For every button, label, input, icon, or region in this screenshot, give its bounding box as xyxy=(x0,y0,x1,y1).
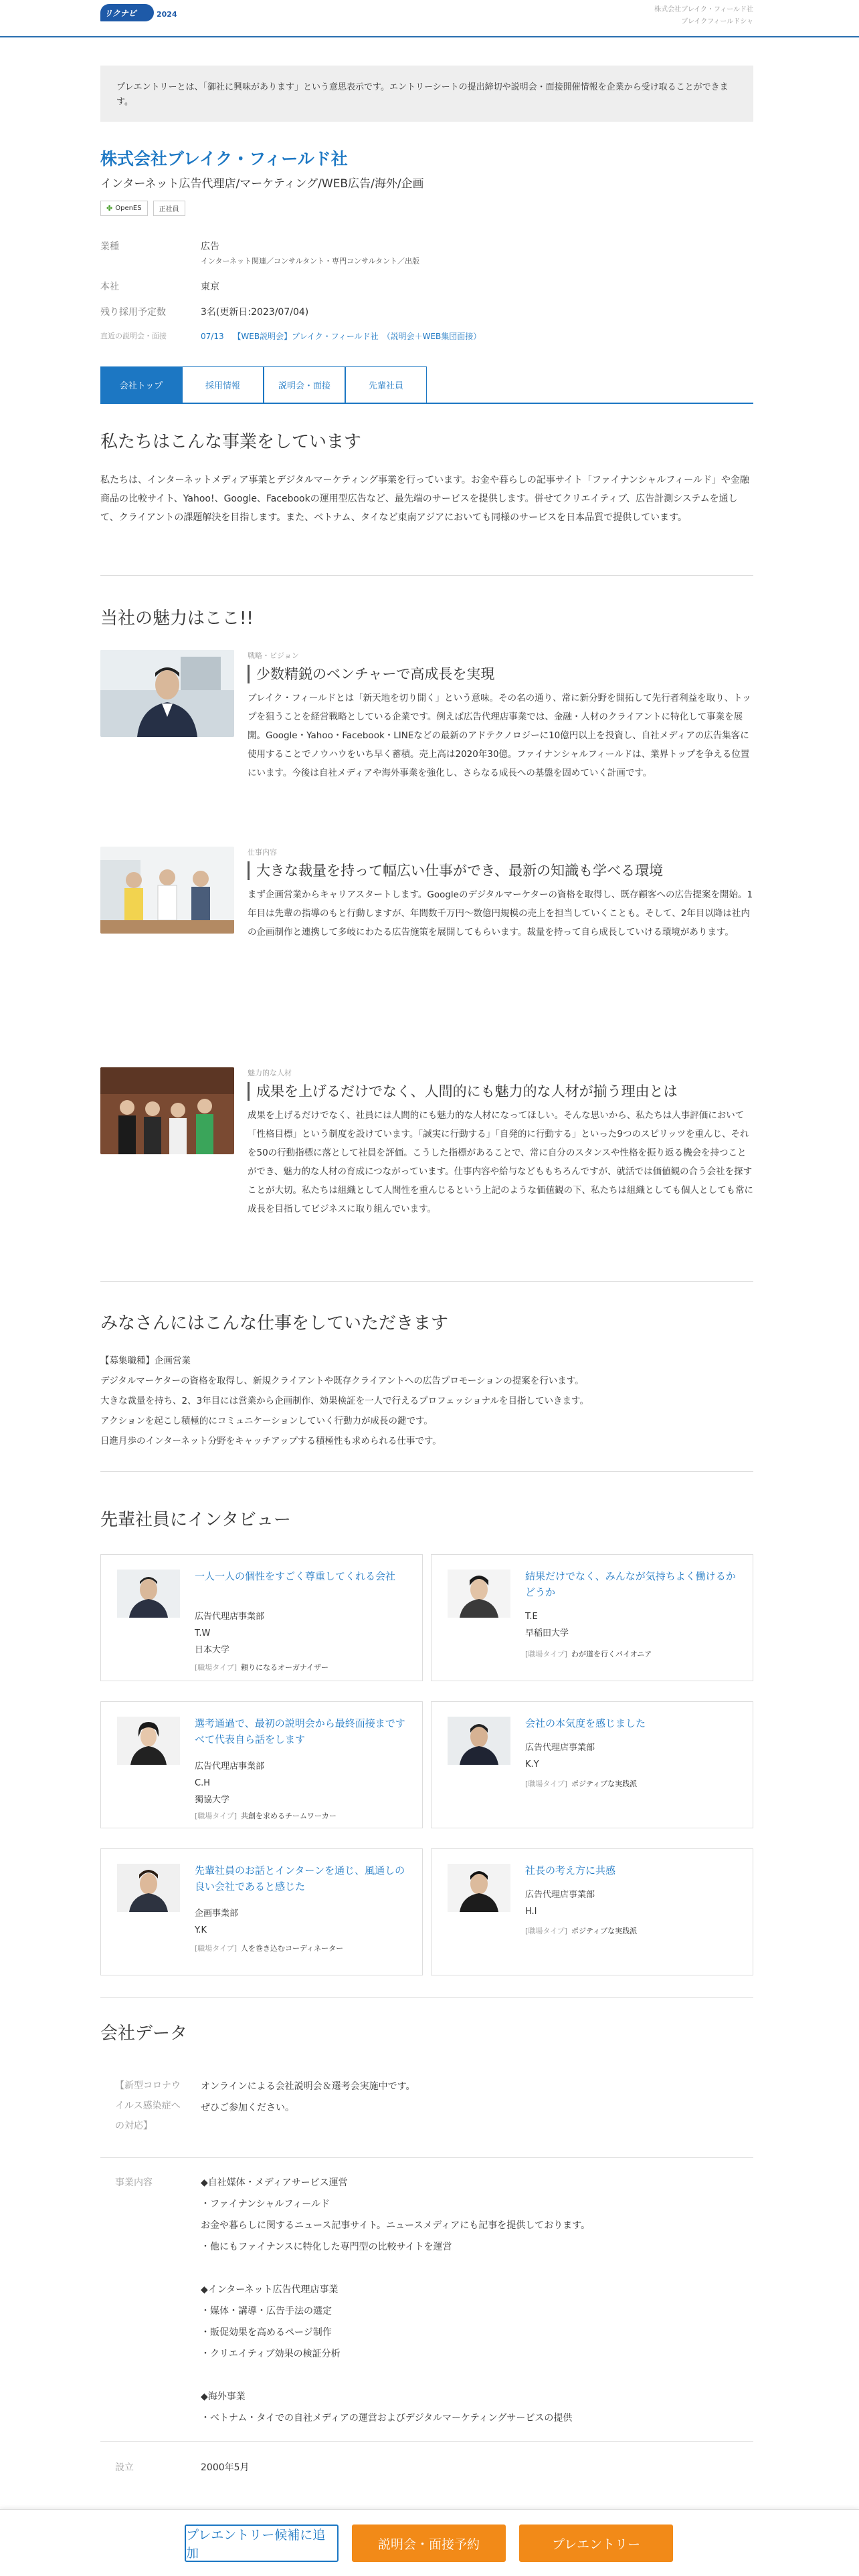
work-line: 【募集職種】企画営業 xyxy=(100,1356,191,1366)
interview-title: 先輩社員のお話とインターンを通じ、風通しの良い会社であると感じた xyxy=(195,1864,405,1893)
divider xyxy=(100,2441,753,2442)
business-line: ◆自社媒体・メディアサービス運営 xyxy=(201,2177,348,2188)
company-data-heading: 会社データ xyxy=(100,2024,188,2044)
site-header xyxy=(0,0,859,37)
profile-line: K.Y xyxy=(525,1759,539,1769)
industry-sub: インターネット関連／コンサルタント・専門コンサルタント／出版 xyxy=(201,257,420,265)
workplace-type xyxy=(525,1648,737,1659)
type-label: [職場タイプ] xyxy=(525,1780,568,1788)
business-line: ・ファイナンシャルフィールド xyxy=(201,2199,330,2210)
seminar-link[interactable]: 【WEB説明会】ブレイク・フィールド社 （説明会＋WEB集団面接） xyxy=(233,332,482,341)
business-line: ◆海外事業 xyxy=(201,2391,246,2402)
business-spacer xyxy=(201,2258,753,2279)
avatar xyxy=(117,1717,180,1765)
covid-line: オンラインによる会社説明会＆選考会実施中です。 xyxy=(201,2081,415,2092)
type-label: [職場タイプ] xyxy=(195,1812,237,1820)
interview-card[interactable] xyxy=(100,1848,423,1975)
tab-senior-staff[interactable]: 先輩社員 xyxy=(345,366,427,403)
interview-card[interactable] xyxy=(100,1701,423,1828)
charm-body xyxy=(248,650,753,782)
seminar-reserve-button[interactable]: 説明会・面接予約 xyxy=(352,2525,506,2562)
work-heading: みなさんにはこんな仕事をしていただきます xyxy=(100,1313,449,1333)
clover-icon: ✤ xyxy=(106,204,113,213)
profile-line: T.E xyxy=(525,1612,538,1622)
charm-body xyxy=(248,847,753,942)
info-value xyxy=(201,239,419,266)
group-photo xyxy=(100,1067,234,1154)
charm-category: 魅力的な人材 xyxy=(248,1069,292,1077)
profile-line: 広告代理店事業部 xyxy=(525,1743,595,1753)
charm-category: 戦略・ビジョン xyxy=(248,651,299,660)
rikunabi-logo[interactable] xyxy=(100,4,177,21)
avatar xyxy=(448,1864,510,1912)
tag-label: 正社員 xyxy=(159,206,179,213)
data-row-covid xyxy=(100,2076,753,2136)
header-company-label xyxy=(654,4,753,28)
charm-photo xyxy=(100,650,234,737)
interview-title: 選考通過で、最初の説明会から最終面接まですべて代表自ら話をします xyxy=(195,1717,405,1745)
business-text: 私たちは、インターネットメディア事業とデジタルマーケティング事業を行っています。お金や暮らしの記事サイト「ファイナンシャルフィールド」や金融商品の比較サイト、Yahoo!、Google、Facebookの運用型広告など、最先端のサービスを提供します。併せてクリエイティブ、広告計測システムを通して、クライアントの課題解決を目指します。また、ベトナム、タイなど東南アジアにおいても同様のサービスを日本品質で提供しています。 xyxy=(100,475,749,523)
divider xyxy=(100,575,753,576)
charm-text: まず企画営業からキャリアスタートします。Googleのデジタルマーケターの資格を取得し、既存顧客への広告提案を開始。1年目は先輩の指導のもと行動しますが、年間数千万円〜数億円規模の売上を担当していくことも。そして、2年目以降は社内の企画制作と連携して多岐にわたる広告施策を展開してもらいます。裁量を持って自ら成長していける環境があります。 xyxy=(248,889,753,938)
interview-profile xyxy=(195,1608,406,1658)
data-value xyxy=(201,2076,753,2136)
workplace-type xyxy=(195,1943,406,1953)
profile-line: 獨協大学 xyxy=(195,1795,230,1805)
interview-heading: 先輩社員にインタビュー xyxy=(100,1510,291,1530)
company-tabs xyxy=(100,366,753,404)
company-name: 株式会社ブレイク・フィールド社 xyxy=(100,149,348,169)
business-line: ・販促効果を高めるページ制作 xyxy=(201,2327,332,2338)
type-label: [職場タイプ] xyxy=(195,1663,237,1672)
charm-photo xyxy=(100,847,234,934)
data-value xyxy=(201,2172,753,2429)
covid-line: ぜひご参加ください。 xyxy=(201,2103,294,2113)
interview-title: 結果だけでなく、みんなが気持ちよく働けるかどうか xyxy=(525,1570,736,1598)
header-company-kana: ブレイクフィールドシャ xyxy=(681,18,753,25)
profile-line: 広告代理店事業部 xyxy=(525,1890,595,1900)
type-value: 共創を求めるチームワーカー xyxy=(241,1812,337,1820)
profile-line: T.W xyxy=(195,1628,211,1638)
divider xyxy=(100,1281,753,1282)
person-photo xyxy=(100,650,234,737)
interview-profile xyxy=(525,1739,737,1773)
logo-text: リクナビ xyxy=(104,9,136,18)
avatar xyxy=(117,1864,180,1912)
type-label: [職場タイプ] xyxy=(195,1944,237,1953)
data-label: 事業内容 xyxy=(115,2177,153,2188)
business-line: ・クリエイティブ効果の検証分析 xyxy=(201,2349,341,2359)
type-value: ポジティブな実践派 xyxy=(571,1927,638,1935)
tag-openes xyxy=(100,201,148,216)
avatar xyxy=(448,1570,510,1618)
profile-line: 早稲田大学 xyxy=(525,1628,569,1638)
charm-title: 大きな裁量を持って幅広い仕事ができ、最新の知識も学べる環境 xyxy=(248,861,753,880)
seminar-value xyxy=(201,330,481,342)
divider xyxy=(100,2157,753,2158)
interview-title: 社長の考え方に共感 xyxy=(525,1864,616,1876)
interview-profile xyxy=(195,1905,406,1939)
type-label: [職場タイプ] xyxy=(525,1650,568,1658)
charm-heading: 当社の魅力はここ!! xyxy=(100,609,254,629)
business-heading: 私たちはこんな事業をしています xyxy=(100,432,362,452)
interview-card[interactable] xyxy=(431,1848,753,1975)
work-text xyxy=(100,1351,753,1451)
business-line: ・ベトナム・タイでの自社メディアの運営およびデジタルマーケティングサービスの提供 xyxy=(201,2413,573,2424)
profile-line: H.I xyxy=(525,1907,537,1917)
company-subtitle: インターネット広告代理店/マーケティング/WEB広告/海外/企画 xyxy=(100,177,424,191)
work-line: アクションを起こし積極的にコミュニケーションしていく行動力が成長の鍵です。 xyxy=(100,1416,433,1426)
divider xyxy=(100,1997,753,1998)
profile-line: C.H xyxy=(195,1778,210,1788)
charm-title: 成果を上げるだけでなく、人間的にも魅力的な人材が揃う理由とは xyxy=(248,1082,753,1101)
interview-card[interactable] xyxy=(431,1701,753,1828)
interview-profile xyxy=(195,1758,406,1808)
interview-profile xyxy=(525,1608,737,1642)
info-label: 残り採用予定数 xyxy=(100,307,166,318)
data-label: 設立 xyxy=(115,2462,134,2473)
tag-employment xyxy=(153,201,185,216)
workplace-type xyxy=(525,1925,737,1936)
workplace-type xyxy=(525,1778,737,1789)
tab-company-top[interactable]: 会社トップ xyxy=(100,366,182,403)
tab-seminar[interactable]: 説明会・面接 xyxy=(264,366,345,403)
charm-text: ブレイク・フィールドとは「新天地を切り開く」という意味。その名の通り、常に新分野を開拓して先行者利益を取り、トップを狙うことを経営戦略としている企業です。例えば広告代理店事業では、金融・人材のクライアントに特化して事業を展開。Google・Yahoo・Facebook・LINEなどの最新のアドテクノロジーに10億円以上を投資し、自社メディアの広告集客に使用することでノウハウをいち早く蓄積。売上高は2020年30億。ファイナンシャルフィールドは、業界トップを争える位置にいます。今後は自社メディアや海外事業を強化し、さらなる成長への基盤を固めていく計画です。 xyxy=(248,693,751,778)
data-label: 【新型コロナウイルス感染症への対応】 xyxy=(115,2080,181,2131)
charm-text: 成果を上げるだけでなく、社員には人間的にも魅力的な人材になってほしい。そんな思いから、私たちは人事評価において「性格目標」という制度を設けています。「誠実に行動する」「自発的に行動する」といった9つのスピリッツを重んじ、それを50の行動指標に落として社員を評価。こうした指標があることで、常に自分のスタンスや性格を振り返る機会を持つことができ、魅力的な人材の育成につながっています。仕事内容や給与などももちろんですが、就活では価値観の合う会社を探すことが大切。私たちは組織として人間性を重んじるという上記のような価値観の下、私たちは組織としても個人としても常に成長を目指してビジネスに取り組んでいます。 xyxy=(248,1110,753,1214)
business-line: ・媒体・講導・広告手法の選定 xyxy=(201,2306,332,2317)
work-line: デジタルマーケターの資格を取得し、新規クライアントや既存クライアントへの広告プロモーションの提案を行います。 xyxy=(100,1376,584,1386)
charm-title: 少数精鋭のベンチャーで高成長を実現 xyxy=(248,665,753,683)
info-industry xyxy=(100,239,753,266)
charm-item xyxy=(100,847,753,1047)
business-line: ◆インターネット広告代理店事業 xyxy=(201,2284,339,2295)
info-remaining xyxy=(100,305,753,318)
data-value: 2000年5月 xyxy=(201,2462,250,2473)
tab-recruit-info[interactable]: 採用情報 xyxy=(182,366,264,403)
business-line: お金や暮らしに関するニュース記事サイト。ニュースメディアにも記事を提供しております。 xyxy=(201,2220,591,2231)
header-company-name: 株式会社ブレイク・フィールド社 xyxy=(654,6,753,13)
divider xyxy=(100,1471,753,1472)
logo-year: 2024 xyxy=(157,10,177,19)
info-label: 業種 xyxy=(100,241,119,252)
charm-item xyxy=(100,1067,753,1268)
hq-value: 東京 xyxy=(201,282,219,292)
tag-label: OpenES xyxy=(115,205,142,212)
team-photo xyxy=(100,847,234,934)
type-value: わが道を行くパイオニア xyxy=(571,1650,652,1658)
workplace-type xyxy=(195,1810,406,1821)
profile-line: Y.K xyxy=(195,1925,207,1935)
interview-title: 一人一人の個性をすごく尊重してくれる会社 xyxy=(195,1570,396,1582)
type-value: 人を巻き込むコーディネーター xyxy=(241,1944,344,1953)
interview-card[interactable] xyxy=(100,1554,423,1681)
data-row-business xyxy=(100,2172,753,2429)
charm-body xyxy=(248,1067,753,1218)
interview-title: 会社の本気度を感じました xyxy=(525,1717,646,1729)
avatar xyxy=(448,1717,510,1765)
type-value: ポジティブな実践派 xyxy=(571,1780,638,1788)
remaining-value: 3名(更新日:2023/07/04) xyxy=(201,307,309,318)
preentry-button[interactable]: プレエントリー xyxy=(519,2525,673,2562)
data-row-founded xyxy=(100,2457,753,2478)
seminar-date: 07/13 xyxy=(201,332,224,341)
business-line: ・他にもファイナンスに特化した専門型の比較サイトを運営 xyxy=(201,2242,452,2252)
charm-item xyxy=(100,650,753,831)
charm-category: 仕事内容 xyxy=(248,848,277,857)
company-tags xyxy=(100,201,753,216)
industry-value: 広告 xyxy=(201,241,219,252)
info-seminar xyxy=(100,330,753,342)
type-label: [職場タイプ] xyxy=(525,1927,568,1935)
work-line: 日進月歩のインターネット分野をキャッチアップする積極性も求められる仕事です。 xyxy=(100,1436,442,1446)
profile-line: 日本大学 xyxy=(195,1645,230,1655)
add-candidate-button[interactable]: プレエントリー候補に追加 xyxy=(185,2525,339,2562)
work-line: 大きな裁量を持ち、2、3年目には営業から企画制作、効果検証を一人で行えるプロフェッショナルを目指していきます。 xyxy=(100,1396,589,1406)
info-label: 本社 xyxy=(100,282,119,292)
profile-line: 広告代理店事業部 xyxy=(195,1612,265,1622)
workplace-type xyxy=(195,1662,406,1673)
info-hq xyxy=(100,280,753,293)
profile-line: 広告代理店事業部 xyxy=(195,1761,265,1772)
preentry-notice: プレエントリーとは、「御社に興味があります」という意思表示です。エントリーシートの提出締切や説明会・面接開催情報を企業から受け取ることができます。 xyxy=(100,66,753,122)
bottom-action-bar xyxy=(0,2509,859,2576)
type-value: 頼りになるオーガナイザー xyxy=(241,1663,329,1672)
interview-card[interactable] xyxy=(431,1554,753,1681)
business-spacer xyxy=(201,2365,753,2386)
info-label: 直近の説明会・面接 xyxy=(100,332,167,340)
interview-profile xyxy=(525,1887,737,1920)
profile-line: 企画事業部 xyxy=(195,1909,239,1919)
avatar xyxy=(117,1570,180,1618)
charm-photo xyxy=(100,1067,234,1154)
